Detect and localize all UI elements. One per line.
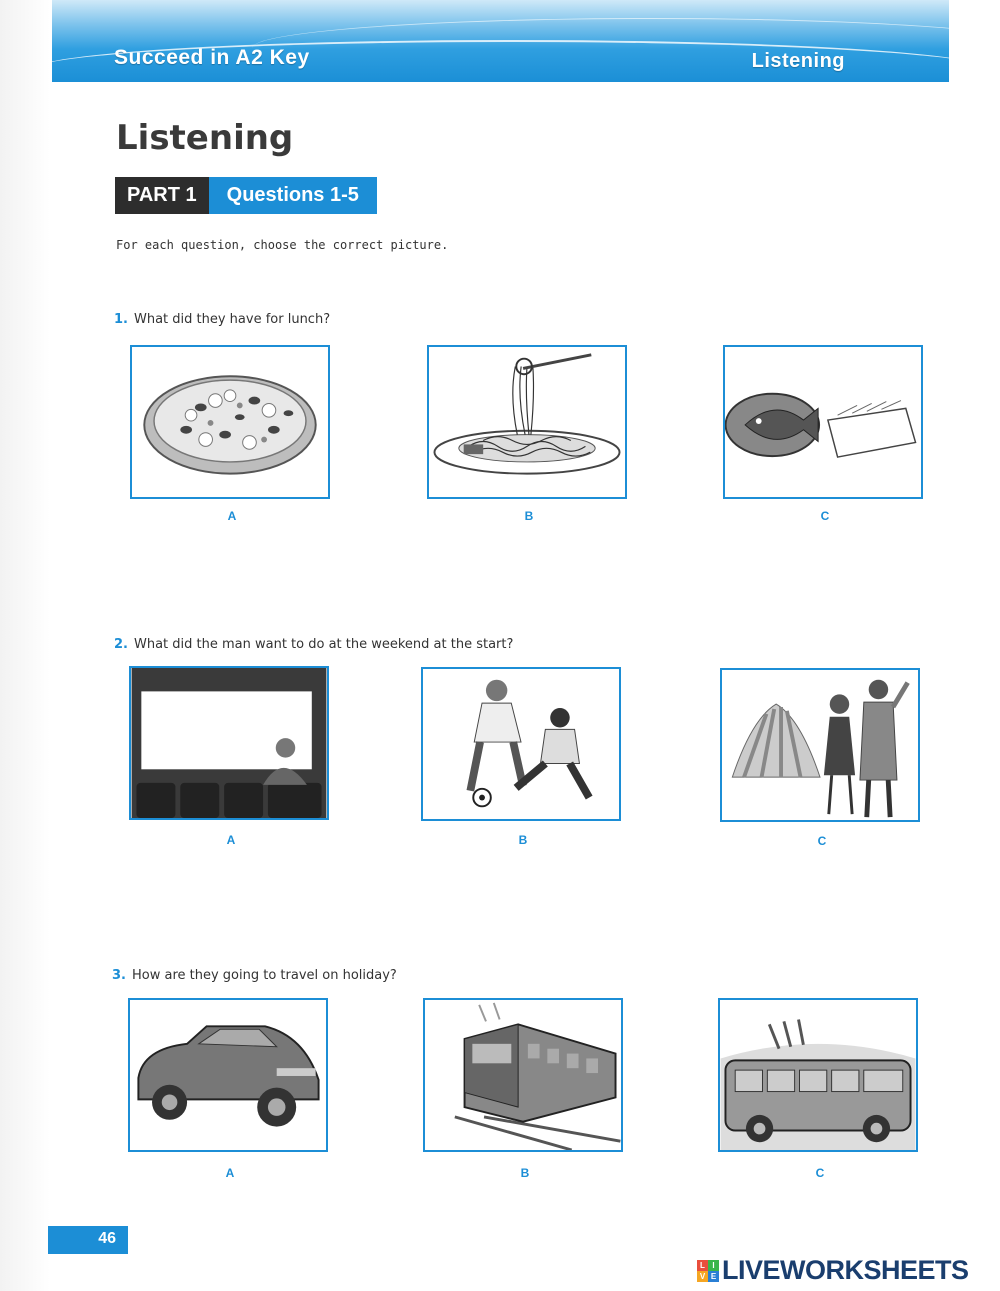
brand-logo-icon	[697, 1260, 719, 1282]
option-letter: C	[815, 1166, 825, 1180]
section-name: Listening	[751, 50, 845, 72]
question-text: How are they going to travel on holiday?	[131, 968, 397, 983]
option-2c-picture[interactable]	[720, 668, 920, 822]
question-1	[114, 312, 330, 327]
logo-letter: V	[697, 1271, 708, 1282]
question-2	[114, 637, 513, 652]
logo-letter: E	[708, 1271, 719, 1282]
train-icon	[425, 1000, 621, 1150]
question-number: 1.	[114, 312, 128, 327]
option-1a-picture[interactable]	[130, 345, 330, 499]
option-1c-picture[interactable]	[723, 345, 923, 499]
option-letter: A	[226, 833, 236, 847]
option-letter: A	[227, 509, 237, 523]
page-edge-shadow	[0, 0, 50, 1291]
option-letter: B	[524, 509, 534, 523]
bus-icon	[720, 1000, 916, 1150]
logo-letter: L	[697, 1260, 708, 1271]
logo-letter: I	[708, 1260, 719, 1271]
option-2a-picture[interactable]	[129, 666, 329, 820]
option-2b-picture[interactable]	[421, 667, 621, 821]
part-questions: Questions 1-5	[209, 177, 377, 214]
instruction-text: For each question, choose the correct picture.	[116, 238, 449, 252]
page-number: 46	[48, 1226, 128, 1254]
cinema-icon	[131, 668, 327, 818]
page-title: Listening	[116, 118, 294, 158]
header-banner	[52, 0, 949, 82]
question-3	[112, 968, 397, 983]
option-letter: B	[518, 833, 528, 847]
option-3a-picture[interactable]	[128, 998, 328, 1152]
question-number: 3.	[112, 968, 126, 983]
option-1b-picture[interactable]	[427, 345, 627, 499]
part-bar	[115, 177, 377, 214]
fish-and-chips-icon	[725, 347, 921, 497]
book-title: Succeed in A2 Key	[114, 46, 310, 69]
spaghetti-icon	[429, 347, 625, 497]
part-label: PART 1	[115, 177, 209, 214]
option-letter: C	[817, 834, 827, 848]
car-icon	[130, 1000, 326, 1150]
option-letter: B	[520, 1166, 530, 1180]
circus-icon	[722, 670, 918, 820]
option-letter: A	[225, 1166, 235, 1180]
brand-name: LIVEWORKSHEETS	[722, 1255, 969, 1285]
question-text: What did they have for lunch?	[133, 312, 331, 327]
liveworksheets-logo	[697, 1255, 969, 1286]
question-text: What did the man want to do at the weekend at the start?	[133, 637, 514, 652]
football-icon	[423, 669, 619, 819]
question-number: 2.	[114, 637, 128, 652]
option-3b-picture[interactable]	[423, 998, 623, 1152]
option-3c-picture[interactable]	[718, 998, 918, 1152]
pizza-icon	[132, 347, 328, 497]
option-letter: C	[820, 509, 830, 523]
